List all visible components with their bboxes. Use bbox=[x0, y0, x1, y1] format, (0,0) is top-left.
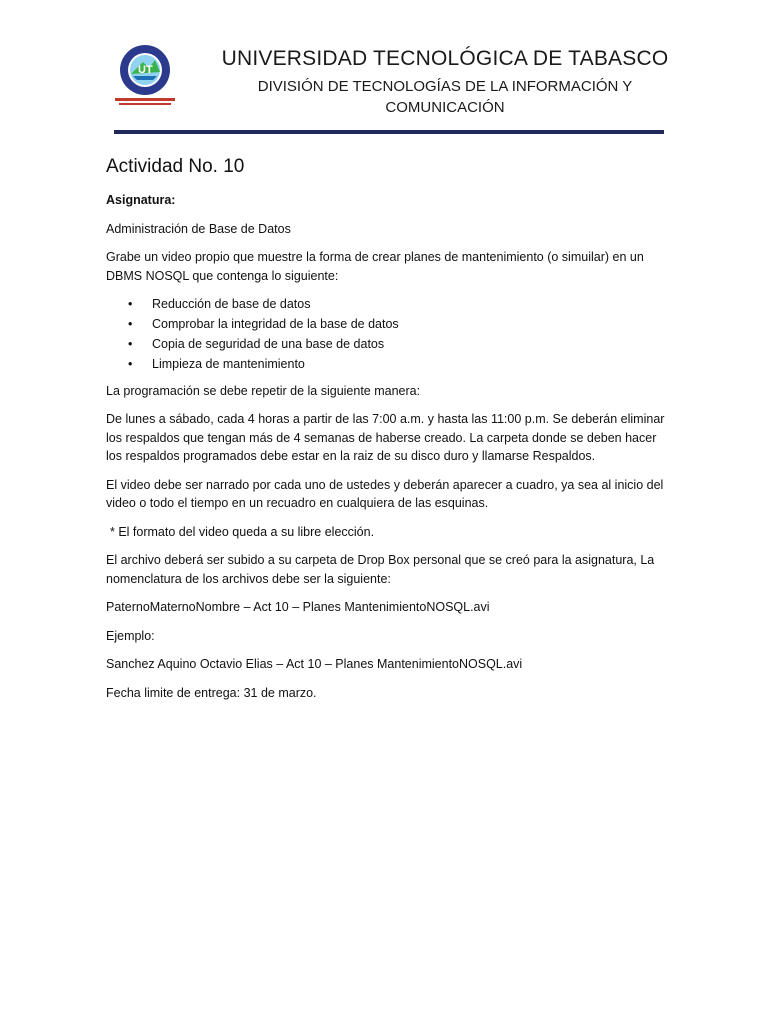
bullet-icon: • bbox=[128, 337, 133, 351]
list-item bbox=[106, 355, 666, 374]
list-item bbox=[106, 295, 666, 314]
example-value: Sanchez Aquino Octavio Elias – Act 10 – Planes MantenimientoNOSQL.avi bbox=[106, 657, 523, 671]
subject-value: Administración de Base de Datos bbox=[106, 221, 291, 236]
list-item-text: Copia de seguridad de una base de datos bbox=[152, 337, 385, 351]
university-seal-logo bbox=[113, 42, 181, 114]
bullet-icon: • bbox=[128, 357, 133, 371]
header-divider bbox=[114, 130, 664, 134]
division-name: DIVISIÓN DE TECNOLOGÍAS DE LA INFORMACIÓN Y COMUNICACIÓN bbox=[257, 78, 633, 116]
bullet-icon: • bbox=[128, 317, 133, 331]
example-label: Ejemplo: bbox=[106, 628, 155, 643]
subject-label: Asignatura: bbox=[106, 193, 176, 207]
seal-graphic bbox=[113, 42, 181, 114]
bullet-icon: • bbox=[128, 297, 133, 311]
upload-paragraph: El archivo deberá ser subido a su carpeta de Drop Box personal que se creó para la asignatura, La nomenclatura de los archivos debe ser la siguiente: bbox=[106, 553, 655, 586]
university-name: UNIVERSIDAD TECNOLÓGICA DE TABASCO bbox=[221, 47, 669, 70]
narration-paragraph: El video debe ser narrado por cada uno de ustedes y deberán aparecer a cuadro, ya sea al inicio del video o todo el tiempo en un recuadro en cualquiera de las esquinas. bbox=[106, 477, 664, 510]
deadline: Fecha limite de entrega: 31 de marzo. bbox=[106, 685, 317, 700]
list-item bbox=[106, 315, 666, 334]
format-note: * El formato del video queda a su libre elección. bbox=[110, 524, 375, 539]
schedule-intro: La programación se debe repetir de la siguiente manera: bbox=[106, 383, 421, 398]
document-body bbox=[106, 154, 666, 712]
intro-paragraph: Grabe un video propio que muestre la forma de crear planes de mantenimiento (o simuilar) en un DBMS NOSQL que contenga lo siguiente: bbox=[106, 250, 644, 283]
list-item-text: Limpieza de mantenimiento bbox=[152, 357, 305, 371]
naming-pattern: PaternoMaternoNombre – Act 10 – Planes MantenimientoNOSQL.avi bbox=[106, 600, 490, 614]
schedule-detail: De lunes a sábado, cada 4 horas a partir de las 7:00 a.m. y hasta las 11:00 p.m. Se deberán eliminar los respaldos que tengan más de 4 semanas de haberse creado. La carpeta donde se deben hacer los respaldos programados debe estar en la raiz de su disco duro y llamarse Respaldos. bbox=[106, 412, 665, 463]
requirements-list bbox=[106, 295, 666, 374]
activity-title: Actividad No. 10 bbox=[106, 156, 245, 177]
list-item-text: Reducción de base de datos bbox=[152, 297, 311, 311]
list-item bbox=[106, 335, 666, 354]
list-item-text: Comprobar la integridad de la base de datos bbox=[152, 317, 399, 331]
svg-text:UT: UT bbox=[138, 64, 153, 76]
